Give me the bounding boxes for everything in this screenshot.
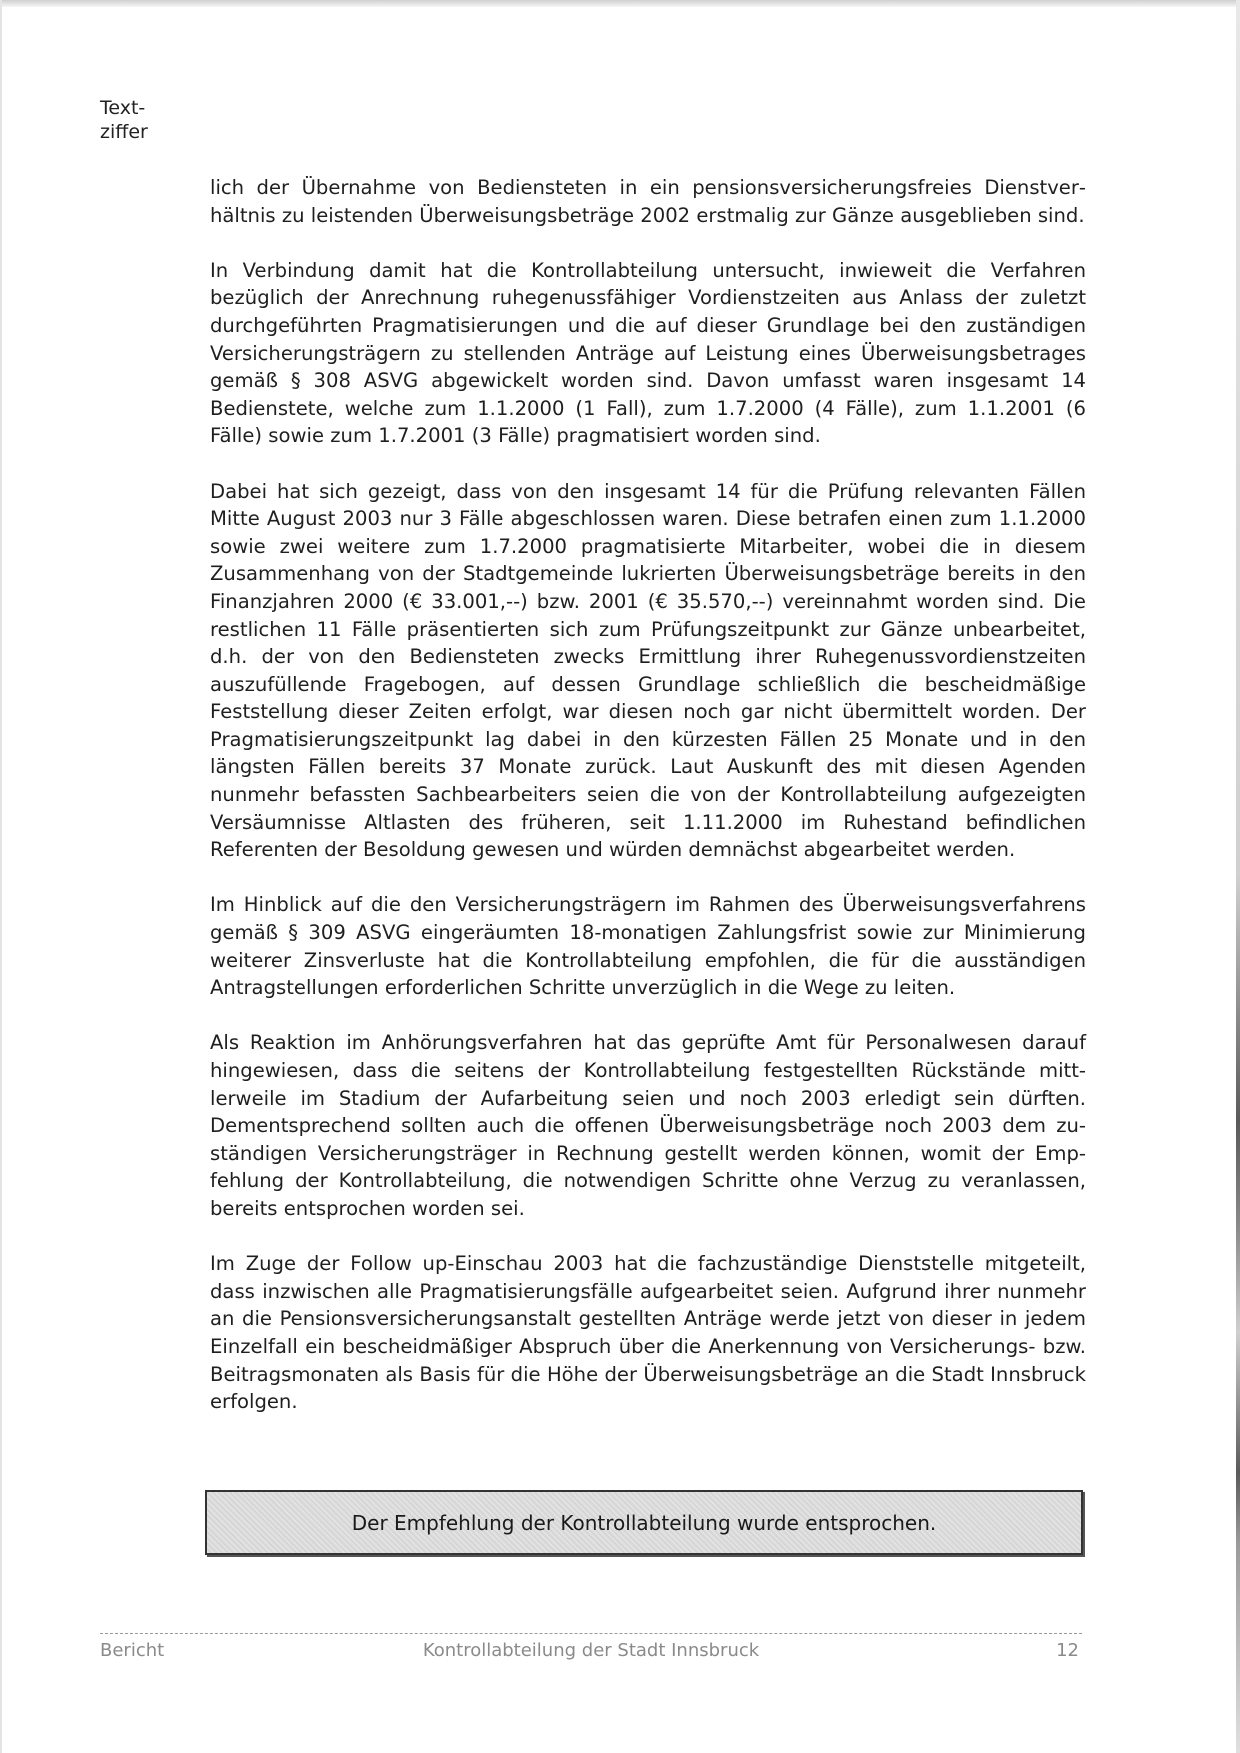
paragraph-4: Im Hinblick auf die den Versicherungsträgern im Rahmen des Überweisungsverfahrens gemäß § 309 ASVG eingeräumten 18-monatigen Zahlungsfrist sowie zur Minimierung weiterer Zinsverluste hat die Kontrollabteilung empfohlen, die für die ausständigen Antragstellungen erforderlichen Schritte unverzüglich in die Wege zu leiten.: [210, 893, 1086, 1000]
paragraph-6: Im Zuge der Follow up-Einschau 2003 hat die fachzuständige Dienststelle mitgeteilt, dass inzwischen alle Pragmatisierungsfälle aufgearbeitet seien. Aufgrund ihrer nunmehr an die Pensionsversicherungsanstalt gestellten Anträge werde jetzt von dieser in jedem Einzelfall ein bescheidmäßiger Abspruch über die Anerkennung von Versicherungs- bzw. Beitragsmonaten als Basis für die Höhe der Überweisungsbeträge an die Stadt Innsbruck erfolgen.: [210, 1252, 1086, 1414]
margin-label-line-2: ziffer: [100, 121, 148, 143]
paragraph-2: In Verbindung damit hat die Kontrollabteilung untersucht, inwieweit die Verfahren bezüglich der Anrechnung ruhegenussfähiger Vordienstzeiten aus Anlass der zuletzt durchgeführten Pragmatisierungen und die auf dieser Grundlage bei den zuständigen Versicherungsträgern zu stellenden Anträge auf Leistung eines Überweisungsbetrages gemäß § 308 ASVG abgewickelt worden sind. Davon umfasst waren insgesamt 14 Bedienstete, welche zum 1.1.2000 (1 Fall), zum 1.7.2000 (4 Fälle), zum 1.1.2001 (6 Fälle) sowie zum 1.7.2001 (3 Fälle) pragmatisiert worden sind.: [210, 258, 1086, 448]
report-body: [210, 174, 1086, 1443]
paragraph-1: lich der Übernahme von Bediensteten in ein pensionsversicherungsfreies Dienstverhältnis zu leistenden Überweisungsbeträge 2002 erstmalig zur Gänze ausgeblieben sind.: [210, 176, 1086, 227]
page-footer: [100, 1640, 1082, 1668]
conclusion-box: [205, 1490, 1083, 1555]
footer-report-label: Bericht: [100, 1640, 165, 1661]
paragraph-5: Als Reaktion im Anhörungsverfahren hat das geprüfte Amt für Personalwesen darauf hingewiesen, dass die seitens der Kontrollabteilung festgestellten Rückstände mittlerweile im Stadium der Aufarbeitung seien und noch 2003 erledigt sein dürften. Dementsprechend sollten auch die offenen Überweisungsbeträge noch 2003 dem zuständigen Versicherungsträger in Rechnung gestellt werden können, womit der Empfehlung der Kontrollabteilung, die notwendigen Schritte ohne Verzug zu veranlassen, bereits entsprochen worden sei.: [210, 1031, 1086, 1220]
scan-edge-right: [1236, 0, 1240, 1753]
footer-divider: [100, 1633, 1082, 1634]
conclusion-text: Der Empfehlung der Kontrollabteilung wurde entsprochen.: [351, 1510, 937, 1535]
footer-organization: Kontrollabteilung der Stadt Innsbruck: [422, 1640, 760, 1661]
paragraph-3: Dabei hat sich gezeigt, dass von den insgesamt 14 für die Prüfung relevanten Fällen Mitte August 2003 nur 3 Fälle abgeschlossen waren. Diese betrafen einen zum 1.1.2000 sowie zwei weitere zum 1.7.2000 pragmatisierte Mitarbeiter, wobei die in diesem Zusammenhang von der Stadtgemeinde lukrierten Überweisungsbeträge bereits in den Finanzjahren 2000 (€ 33.001,--) bzw. 2001 (€ 35.570,--) vereinnahmt worden sind. Die restlichen 11 Fälle präsentierten sich zum Prüfungszeitpunkt zur Gänze unbearbeitet, d.h. der von den Bediensteten zwecks Ermittlung ihrer Ruhegenussvordienstzeiten auszufüllende Fragebogen, auf dessen Grundlage schließlich die bescheidmäßige Feststellung dieser Zeiten erfolgt, war diesen noch gar nicht übermittelt worden. Der Pragmatisierungszeitpunkt lag dabei in den kürzesten Fällen 25 Monate und in den längsten Fällen bereits 37 Monate zurück. Laut Auskunft des mit diesen Agenden nunmehr befassten Sachbearbeiters seien die von der Kontrollabteilung aufgezeigten Versäumnisse Altlasten des früheren, seit 1.11.2000 im Ruhestand befindlichen Referenten der Besoldung gewesen und würden demnächst abgearbeitet werden.: [210, 479, 1086, 862]
page-number: 12: [1056, 1640, 1079, 1661]
margin-label-line-1: Text-: [100, 97, 146, 119]
textziffer-margin-label: [100, 96, 148, 144]
scan-edge-top: [0, 0, 1240, 7]
scan-edge-left: [0, 0, 2, 1753]
